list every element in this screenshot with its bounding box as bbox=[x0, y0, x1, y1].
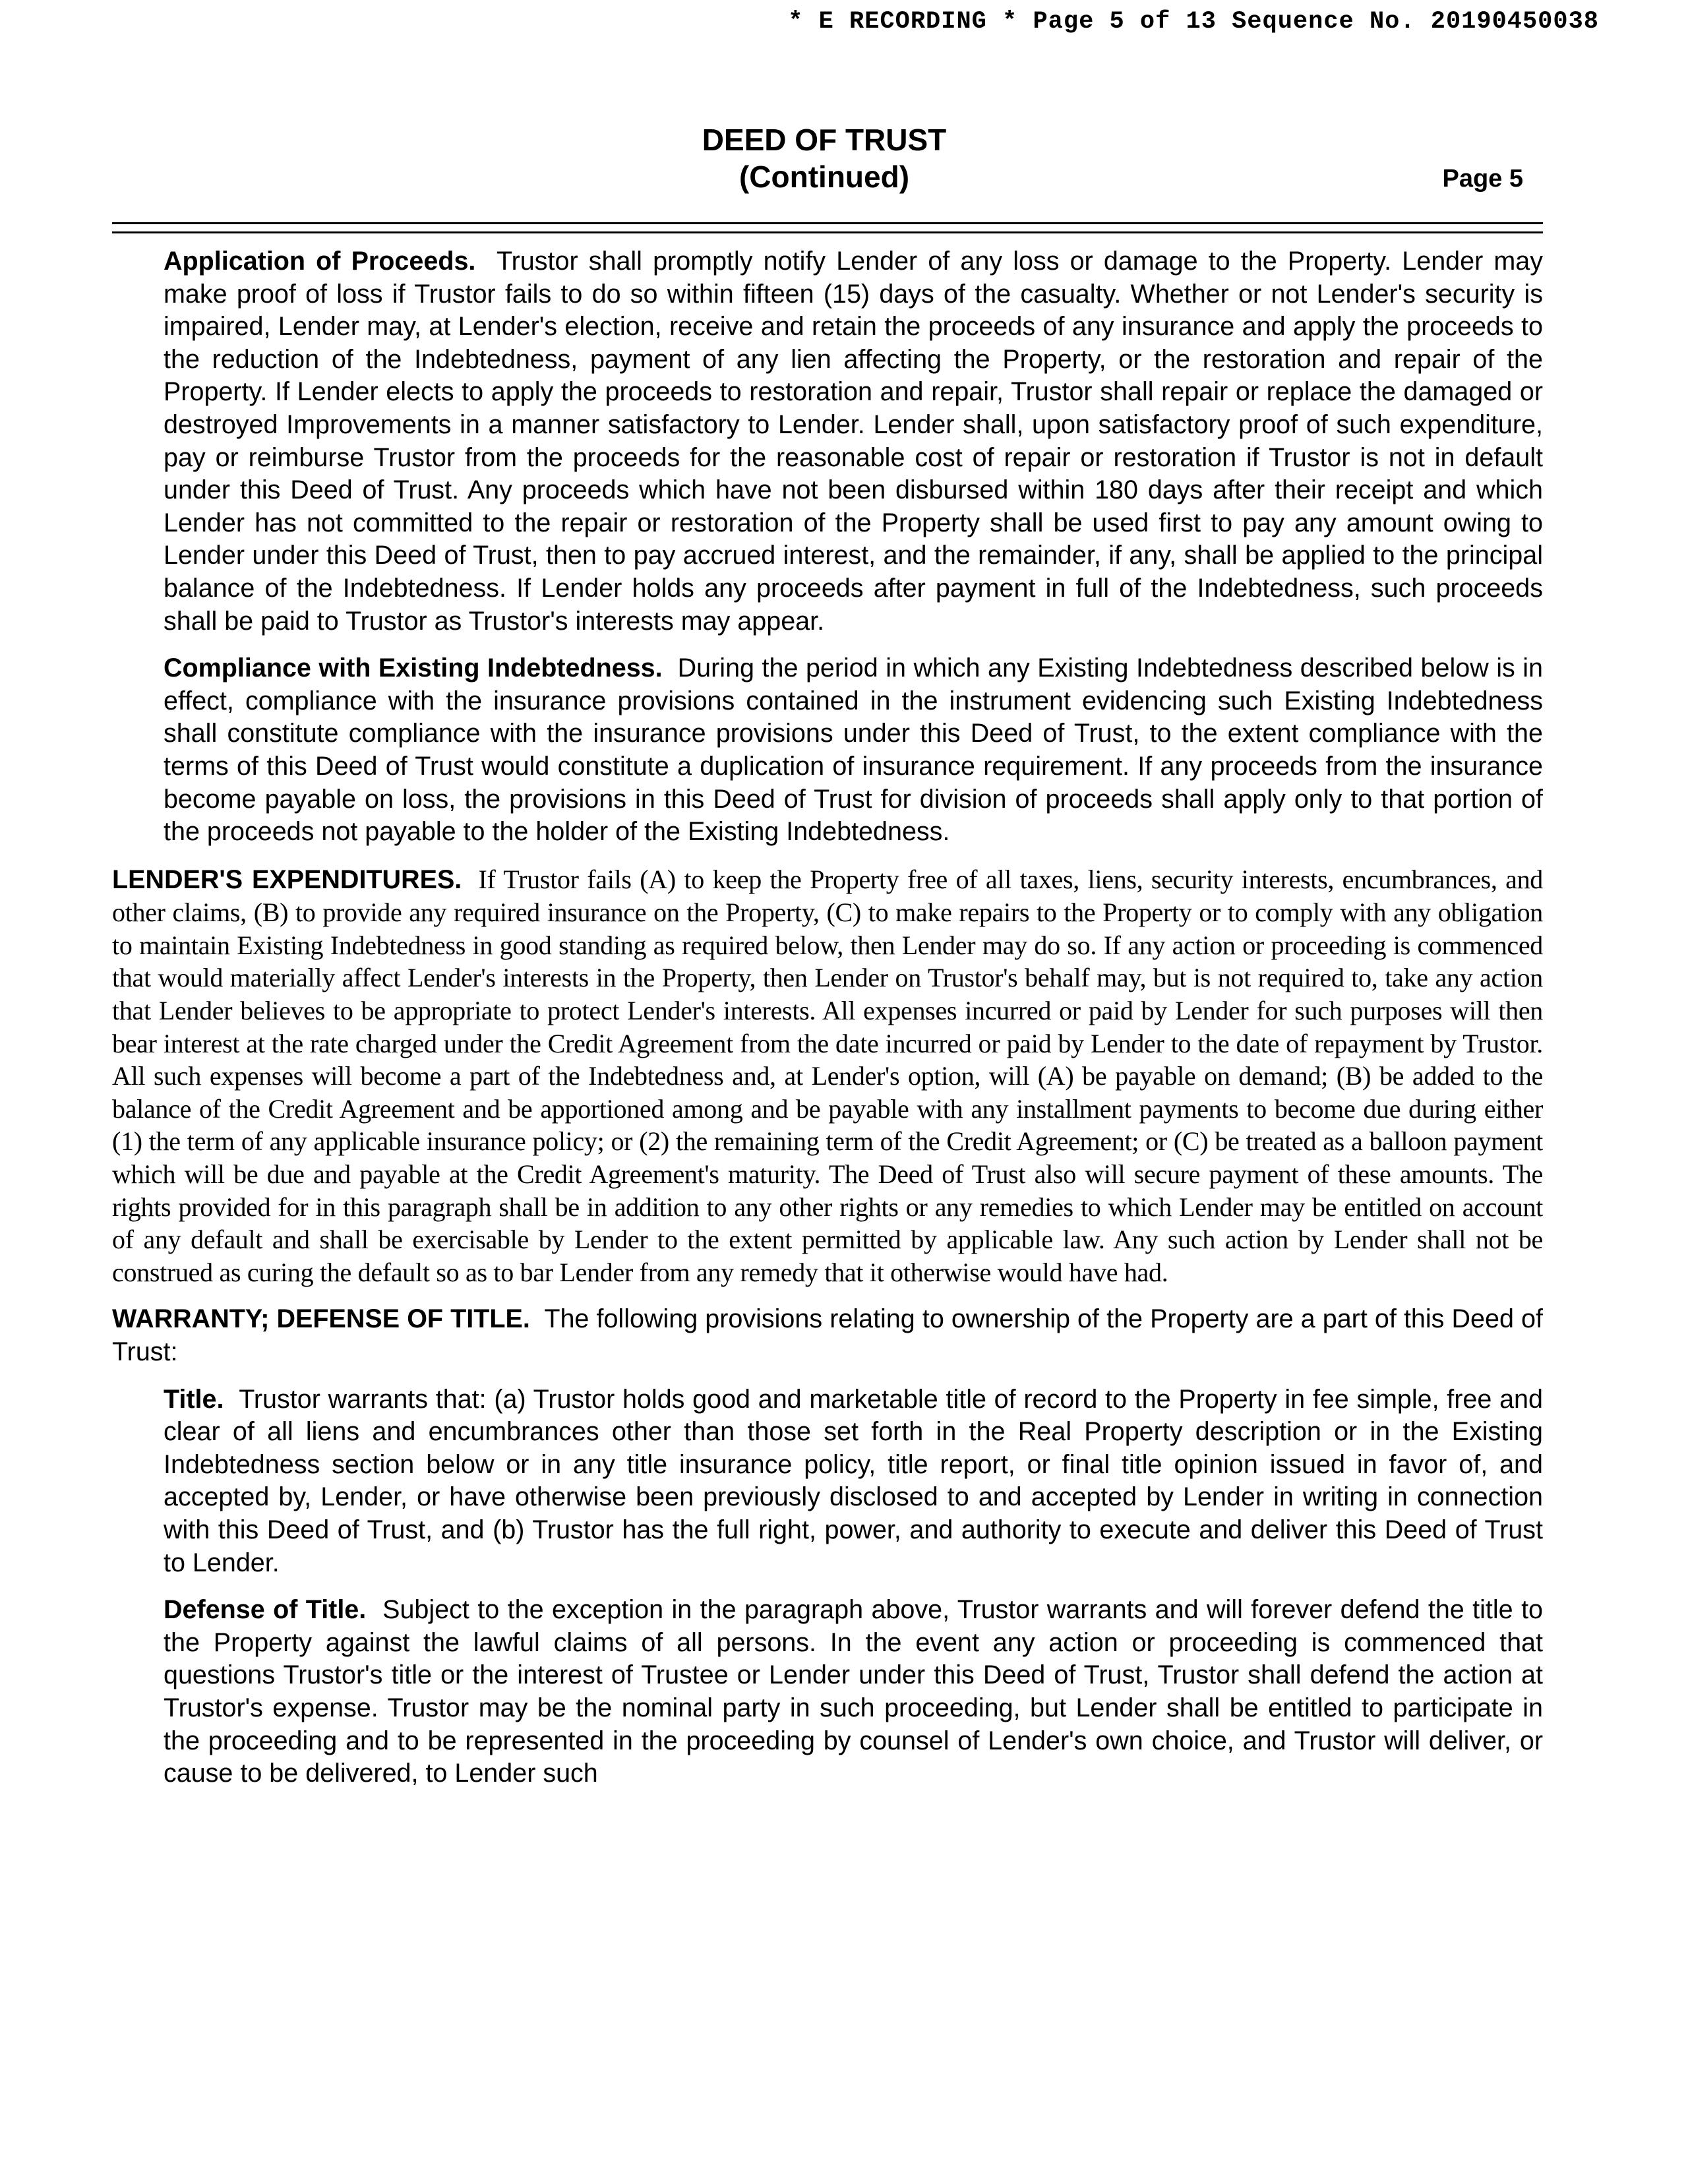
paragraph-title bbox=[164, 1383, 1543, 1580]
header-divider-bottom bbox=[112, 231, 1543, 233]
paragraph-warranty-defense-of-title bbox=[112, 1303, 1543, 1368]
paragraph-text: Trustor shall promptly notify Lender of any loss or damage to the Property. Lender may make proof of loss if Trustor fails to do so within fifteen (15) days of the casualty. Whether or not Lender's security is impaired, Lender may, at Lender's election, receive and retain the proceeds of any insurance and apply the proceeds to the reduction of the Indebtedness, payment of any lien affecting the Property, or the restoration and repair of the Property. If Lender elects to apply the proceeds to restoration and repair, Trustor shall repair or replace the damaged or destroyed Improvements in a manner satisfactory to Lender. Lender shall, upon satisfactory proof of such expenditure, pay or reimburse Trustor from the proceeds for the reasonable cost of repair or restoration if Trustor is not in default under this Deed of Trust. Any proceeds which have not been disbursed within 180 days after their receipt and which Lender has not committed to the repair or restoration of the Property shall be used first to pay any amount owing to Lender under this Deed of Trust, then to pay accrued interest, and the remainder, if any, shall be applied to the principal balance of the Indebtedness. If Lender holds any proceeds after payment in full of the Indebtedness, such proceeds shall be paid to Trustor as Trustor's interests may appear. bbox=[164, 247, 1544, 636]
paragraph-heading: Compliance with Existing Indebtedness. bbox=[164, 653, 663, 683]
paragraph-defense-of-title bbox=[164, 1594, 1543, 1790]
paragraph-text: The following provisions relating to ownership of the Property are a part of this Deed of Trust: bbox=[112, 1304, 1543, 1366]
header-divider-top bbox=[112, 222, 1543, 224]
document-title bbox=[0, 121, 1648, 195]
paragraph-lenders-expenditures bbox=[112, 863, 1543, 1289]
paragraph-heading: Defense of Title. bbox=[164, 1595, 367, 1625]
paragraph-heading: LENDER'S EXPENDITURES. bbox=[112, 864, 462, 894]
title-line-1: DEED OF TRUST bbox=[702, 123, 947, 157]
paragraph-compliance-existing-indebtedness bbox=[164, 652, 1543, 849]
title-line-2: (Continued) bbox=[738, 160, 910, 194]
paragraph-text: Subject to the exception in the paragraph above, Trustor warrants and will forever defend the title to the Property against the lawful claims of all persons. In the event any action or proceeding is commenced that questions Trustor's title or the interest of Trustee or Lender under this Deed of Trust, Trustor shall defend the action at Trustor's expense. Trustor may be the nominal party in such proceeding, but Lender shall be entitled to participate in the proceeding and to be represented in the proceeding by counsel of Lender's own choice, and Trustor will deliver, or cause to be delivered, to Lender such bbox=[164, 1595, 1544, 1788]
paragraph-text: If Trustor fails (A) to keep the Property free of all taxes, liens, security interests, encumbrances, and other claims, (B) to provide any required insurance on the Property, (C) to make repairs to the Property or to comply with any obligation to maintain Existing Indebtedness in good standing as required below, then Lender may do so. If any action or proceeding is commenced that would materially affect Lender's interests in the Property, then Lender on Trustor's behalf may, but is not required to, take any action that Lender believes to be appropriate to protect Lender's interests. All expenses incurred or paid by Lender for such purposes will then bear interest at the rate charged under the Credit Agreement from the date incurred or paid by Lender to the date of repayment by Trustor. All such expenses will become a part of the Indebtedness and, at Lender's option, will (A) be payable on demand; (B) be added to the balance of the Credit Agreement and be apportioned among and be payable with any installment payments to become due during either (1) the term of any applicable insurance policy; or (2) the remaining term of the Credit Agreement; or (C) be treated as a balloon payment which will be due and payable at the Credit Agreement's maturity. The Deed of Trust also will secure payment of these amounts. The rights provided for in this paragraph shall be in addition to any other rights or any remedies to which Lender may be entitled on account of any default and shall be exercisable by Lender to the extent permitted by applicable law. Any such action by Lender shall not be construed as curing the default so as to bar Lender from any remedy that it otherwise would have had. bbox=[112, 864, 1543, 1287]
page-number-label: Page 5 bbox=[1442, 165, 1523, 193]
paragraph-text: During the period in which any Existing Indebtedness described below is in effect, compliance with the insurance provisions contained in the instrument evidencing such Existing Indebtedness shall constitute compliance with the insurance provisions under this Deed of Trust, to the extent compliance with the terms of this Deed of Trust would constitute a duplication of insurance requirement. If any proceeds from the insurance become payable on loss, the provisions in this Deed of Trust for division of proceeds shall apply only to that portion of the proceeds not payable to the holder of the Existing Indebtedness. bbox=[164, 653, 1544, 847]
document-body bbox=[112, 245, 1543, 1805]
paragraph-heading: Title. bbox=[164, 1384, 224, 1414]
recording-header: * E RECORDING * Page 5 of 13 Sequence No. 20190450038 bbox=[788, 8, 1599, 36]
paragraph-heading: Application of Proceeds. bbox=[164, 247, 476, 276]
paragraph-application-of-proceeds bbox=[164, 245, 1543, 638]
paragraph-text: Trustor warrants that: (a) Trustor holds good and marketable title of record to the Property in fee simple, free and clear of all liens and encumbrances other than those set forth in the Real Property description or in the Existing Indebtedness section below or in any title insurance policy, title report, or final title opinion issued in favor of, and accepted by, Lender, or have otherwise been previously disclosed to and accepted by Lender in writing in connection with this Deed of Trust, and (b) Trustor has the full right, power, and authority to execute and deliver this Deed of Trust to Lender. bbox=[164, 1384, 1543, 1577]
paragraph-heading: WARRANTY; DEFENSE OF TITLE. bbox=[112, 1304, 530, 1334]
